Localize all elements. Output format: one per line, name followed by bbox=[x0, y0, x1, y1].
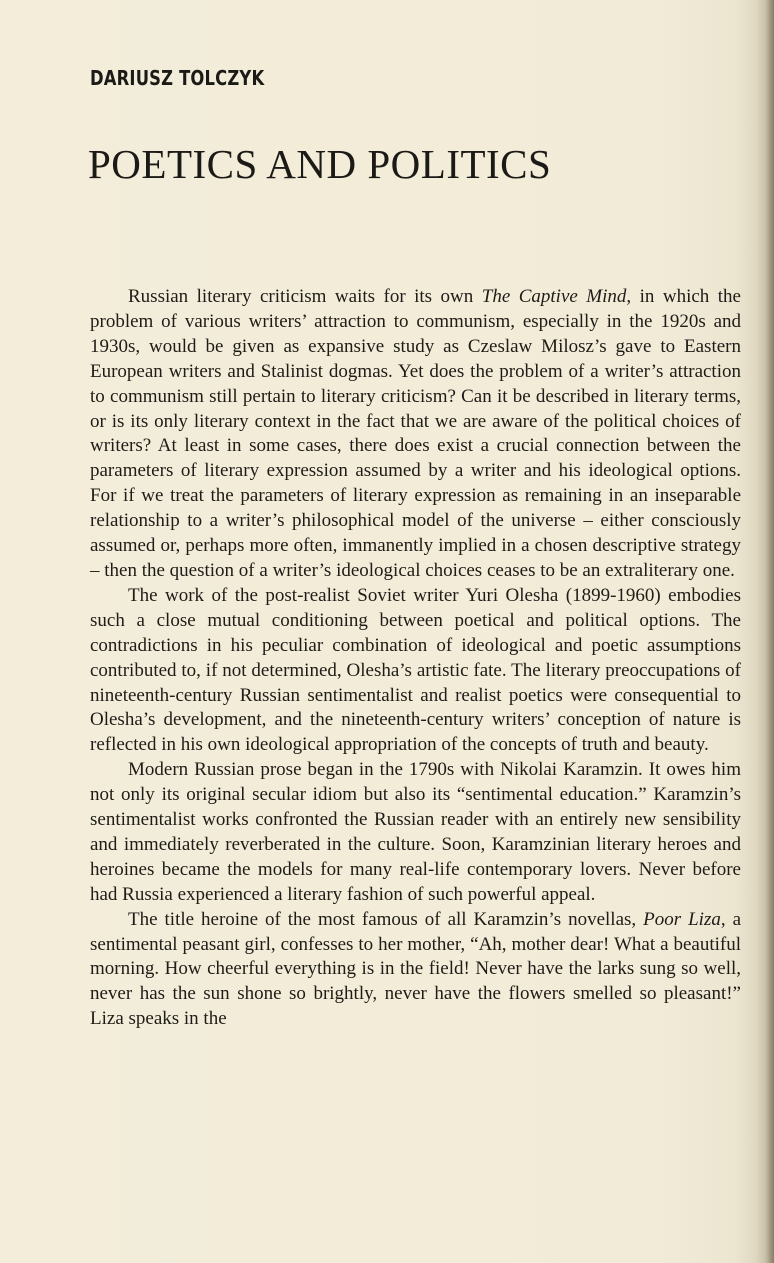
paragraph-4-text-a: The title heroine of the most famous of all Karamzin’s novellas, bbox=[128, 908, 644, 930]
paragraph-3-text: Modern Russian prose began in the 1790s with Nikolai Karamzin. It owes him not only its original secular idiom but also its “sentimental education.” Karamzin’s sentimentalist works confronted the Russian reader with an entirely new sensibility and immediately reverberated in the culture. Soon, Karamzinian literary heroes and heroines became the models for many real-life contemporary lovers. Never before had Russia experienced a literary fashion of such powerful appeal. bbox=[90, 759, 741, 905]
paragraph-1-text-a: Russian literary criticism waits for its own bbox=[128, 286, 482, 307]
paragraph-2-text: The work of the post-realist Soviet writer Yuri Olesha (1899-1960) embodies such a close mutual conditioning between poetical and political options. The contradictions in his peculiar combination of ideological and poetic assumptions contributed to, if not determined, Olesha’s artistic fate. The literary preoccupations of nineteenth-century Russian sentimentalist and realist poetics were consequential to Olesha’s development, and the nineteenth-century writers’ conception of nature is reflected in his own ideological appropriation of the concepts of truth and beauty. bbox=[90, 584, 741, 756]
paragraph-1-text-b: , in which the problem of various writers’ attraction to communism, especially in the 1920s and 1930s, would be given as expansive study as Czeslaw Milosz’s gave to Eastern European writers and Stalinist dogmas. Yet does the problem of a writer’s attraction to communism still pertain to literary criticism? Can it be described in literary terms, or is its only literary context in the fact that we are aware of the political choices of writers? At least in some cases, there does exist a crucial connection between the parameters of literary expression assumed by a writer and his ideological options. For if we treat the parameters of literary expression as remaining in an inseparable relationship to a writer’s philosophical model of the universe – either consciously assumed or, perhaps more often, immanently implied in a chosen descriptive strategy – then the question of a writer’s ideological choices ceases to be an extraliterary one. bbox=[90, 286, 741, 581]
paragraph-1-book-title: The Captive Mind bbox=[481, 286, 627, 307]
body-text bbox=[90, 285, 741, 1032]
paragraph-1 bbox=[90, 285, 741, 584]
paragraph-3 bbox=[90, 758, 741, 907]
page-gutter-shadow bbox=[756, 0, 774, 1263]
chapter-title: POETICS AND POLITICS bbox=[88, 141, 552, 187]
paragraph-2 bbox=[90, 584, 741, 758]
paragraph-4 bbox=[90, 908, 741, 1033]
running-head-author: DARIUSZ TOLCZYK bbox=[90, 66, 265, 90]
paragraph-4-text-b: , a sentimental peasant girl, confesses to her mother, “Ah, mother dear! What a beautiful morning. How cheerful everything is in the field! Never have the larks sung so well, never has the sun shone so brightly, never have the flowers smelled so pleasant!” Liza speaks in the bbox=[90, 908, 741, 1030]
paragraph-4-book-title: Poor Liza bbox=[643, 908, 721, 930]
